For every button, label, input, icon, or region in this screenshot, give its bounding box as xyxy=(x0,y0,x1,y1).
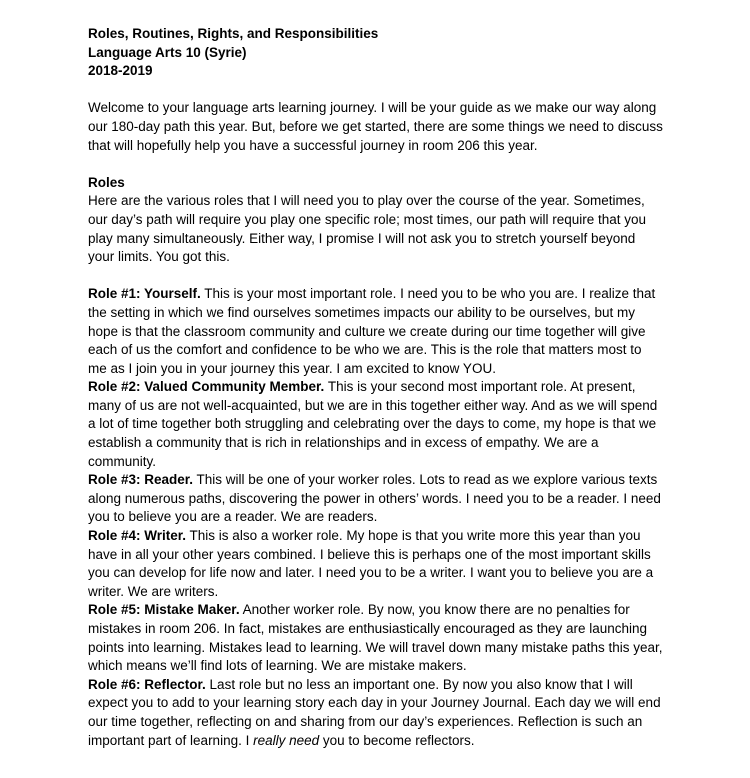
blank-line xyxy=(88,267,664,286)
role-label-2: Role #2: Valued Community Member. xyxy=(88,379,325,395)
role-text-5: Another worker role. By now, you know there are no penalties for mistakes in room 206. In fact, mistakes are enthusiastically encouraged as they are launching points into learning. Mistakes lead to learning. We will travel down many mistake paths this year, which means we’ll find lots of learning. We are mistake makers. xyxy=(88,602,663,674)
role-paragraph-6 xyxy=(88,676,664,750)
document-title-line-1: Roles, Routines, Rights, and Responsibilities xyxy=(88,26,379,41)
role-text-6-italic: really need xyxy=(253,732,320,748)
document-title-line-2: Language Arts 10 (Syrie) xyxy=(88,44,247,60)
roles-list xyxy=(88,285,664,750)
roles-section xyxy=(88,174,664,267)
role-label-5: Role #5: Mistake Maker. xyxy=(88,602,240,618)
role-text-6: Last role but no less an important one. By now you also know that I will expect you to add to your learning story each day in your Journey Journal. Each day we will end our time together, reflecting on and sharing from our day’s experiences. Reflection is such an important part of learning. I xyxy=(88,676,661,748)
roles-heading: Roles xyxy=(88,174,125,190)
role-paragraph-2 xyxy=(88,378,664,471)
document-title-block xyxy=(88,25,664,81)
role-label-6: Role #6: Reflector. xyxy=(88,676,206,692)
role-label-1: Role #1: Yourself. xyxy=(88,286,201,302)
blank-line xyxy=(88,155,664,174)
role-paragraph-3 xyxy=(88,471,664,527)
roles-intro-paragraph: Here are the various roles that I will need you to play over the course of the year. Sometimes, our day’s path will require you play one specific role; most times, our path will require that you play many simultaneously. Either way, I promise I will not ask you to stretch yourself beyond your limits. You got this. xyxy=(88,193,647,265)
blank-line xyxy=(88,81,664,100)
role-label-3: Role #3: Reader. xyxy=(88,472,194,488)
role-text-6-end: you to become reflectors. xyxy=(319,732,475,748)
role-label-4: Role #4: Writer. xyxy=(88,528,187,544)
role-text-1: This is your most important role. I need you to be who you are. I realize that the setting in which we find ourselves sometimes impacts our ability to be ourselves, but my hope is that the classroom community and culture we create during our time together will give each of us the comfort and confidence to be who we are. This is the role that matters most to me as I join you in your journey this year. I am excited to know YOU. xyxy=(88,286,656,376)
role-text-2: This is your second most important role. At present, many of us are not well-acquainted, but we are in this together either way. And as we will spend a lot of time together both struggling and celebrating over the days to come, my hope is that we establish a community that is rich in relationships and in excess of empathy. We are a community. xyxy=(88,379,658,469)
role-paragraph-4 xyxy=(88,527,664,601)
role-paragraph-5 xyxy=(88,601,664,675)
document-title-line-3: 2018-2019 xyxy=(88,63,153,79)
role-paragraph-1 xyxy=(88,285,664,378)
role-text-4: This is also a worker role. My hope is that you write more this year than you have in all your other years combined. I believe this is perhaps one of the most important skills you can develop for life now and later. I need you to be a writer. I want you to believe you are a writer. We are writers. xyxy=(88,528,654,599)
role-text-3: This will be one of your worker roles. Lots to read as we explore various texts along numerous paths, discovering the power in others’ words. I need you to be a reader. I need you to believe you are a reader. We are readers. xyxy=(88,472,661,525)
intro-paragraph: Welcome to your language arts learning journey. I will be your guide as we make our way along our 180-day path this year. But, before we get started, there are some things we need to discuss that will hopefully help you have a successful journey in room 206 this year. xyxy=(88,100,663,153)
